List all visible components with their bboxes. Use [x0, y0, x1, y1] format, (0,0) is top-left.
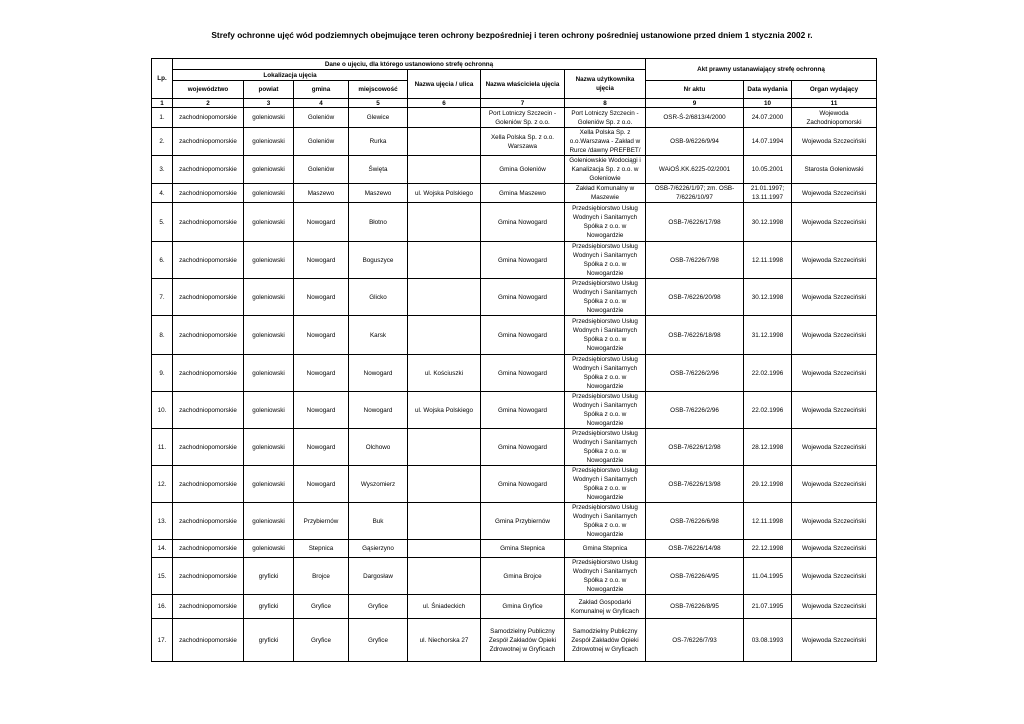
- protection-zones-table: [151, 58, 877, 662]
- cell-uzytkownik: Przedsiębiorstwo Usług Wodnych i Sanitarnych Spółka z o.o. w Nowogardzie: [565, 242, 646, 279]
- table-row: [152, 619, 877, 662]
- cell-organ: Wojewoda Szczeciński: [792, 429, 877, 466]
- cell-wojewodztwo: zachodniopomorskie: [173, 184, 244, 203]
- cell-wojewodztwo: zachodniopomorskie: [173, 392, 244, 429]
- cell-wlasciciel: Gmina Brojce: [481, 558, 565, 595]
- cell-nr-aktu: OSB-7/6226/6/98: [646, 503, 744, 540]
- cell-lp: 1.: [152, 108, 173, 128]
- cell-wojewodztwo: zachodniopomorskie: [173, 108, 244, 128]
- cell-data-wydania: 22.02.1996: [744, 392, 792, 429]
- cell-wojewodztwo: zachodniopomorskie: [173, 466, 244, 503]
- cell-lp: 14.: [152, 540, 173, 558]
- cell-lp: 6.: [152, 242, 173, 279]
- cell-wojewodztwo: zachodniopomorskie: [173, 595, 244, 619]
- cell-miejscowosc: Maszewo: [349, 184, 408, 203]
- cell-data-wydania: 03.08.1993: [744, 619, 792, 662]
- cell-gmina: Maszewo: [294, 184, 349, 203]
- cell-nr-aktu: OSB-7/6226/13/98: [646, 466, 744, 503]
- cell-powiat: goleniowski: [244, 429, 294, 466]
- cell-lp: 8.: [152, 316, 173, 355]
- header-miejscowosc: miejscowość: [349, 81, 408, 99]
- header-powiat: powiat: [244, 81, 294, 99]
- cell-uzytkownik: Xella Polska Sp. z o.o.Warszawa - Zakład w Rurce /dawny PREFBET/: [565, 128, 646, 156]
- cell-nazwa-ujecia: ul. Śniadeckich: [408, 595, 481, 619]
- cell-wlasciciel: Gmina Nowogard: [481, 392, 565, 429]
- cell-nr-aktu: OSB-7/6226/8/95: [646, 595, 744, 619]
- table-row: [152, 128, 877, 156]
- cell-wlasciciel: Gmina Stepnica: [481, 540, 565, 558]
- cell-wlasciciel: Gmina Nowogard: [481, 242, 565, 279]
- cell-data-wydania: 21.01.1997; 13.11.1997: [744, 184, 792, 203]
- cell-nazwa-ujecia: [408, 242, 481, 279]
- cell-organ: Wojewoda Szczeciński: [792, 558, 877, 595]
- cell-wojewodztwo: zachodniopomorskie: [173, 316, 244, 355]
- cell-wlasciciel: Xella Polska Sp. z o.o. Warszawa: [481, 128, 565, 156]
- cell-miejscowosc: Buk: [349, 503, 408, 540]
- header-lokalizacja: Lokalizacja ujęcia: [173, 70, 408, 81]
- cell-uzytkownik: Przedsiębiorstwo Usług Wodnych i Sanitarnych Spółka z o.o. w Nowogardzie: [565, 466, 646, 503]
- cell-wojewodztwo: zachodniopomorskie: [173, 619, 244, 662]
- cell-miejscowosc: Boguszyce: [349, 242, 408, 279]
- header-uzytkownik: Nazwa użytkownika ujęcia: [565, 70, 646, 99]
- cell-wlasciciel: Gmina Goleniów: [481, 156, 565, 184]
- cell-miejscowosc: Rurka: [349, 128, 408, 156]
- cell-nr-aktu: OSB-9/6226/9/94: [646, 128, 744, 156]
- cell-lp: 16.: [152, 595, 173, 619]
- cell-gmina: Nowogard: [294, 429, 349, 466]
- cell-uzytkownik: Przedsiębiorstwo Usług Wodnych i Sanitarnych Spółka z o.o. w Nowogardzie: [565, 355, 646, 392]
- column-number: 11: [792, 99, 877, 108]
- table-row: [152, 503, 877, 540]
- cell-powiat: goleniowski: [244, 316, 294, 355]
- cell-wlasciciel: Gmina Nowogard: [481, 466, 565, 503]
- cell-nazwa-ujecia: [408, 128, 481, 156]
- header-dane: Dane o ujęciu, dla którego ustanowiono strefę ochronną: [173, 59, 646, 70]
- cell-miejscowosc: Gryfice: [349, 619, 408, 662]
- cell-organ: Starosta Goleniowski: [792, 156, 877, 184]
- cell-uzytkownik: Gmina Stepnica: [565, 540, 646, 558]
- header-wojewodztwo: województwo: [173, 81, 244, 99]
- cell-gmina: Brojce: [294, 558, 349, 595]
- cell-nr-aktu: OSB-7/6226/7/98: [646, 242, 744, 279]
- cell-nazwa-ujecia: ul. Niechorska 27: [408, 619, 481, 662]
- cell-nazwa-ujecia: ul. Wojska Polskiego: [408, 392, 481, 429]
- header-gmina: gmina: [294, 81, 349, 99]
- cell-powiat: goleniowski: [244, 128, 294, 156]
- cell-nr-aktu: OSB-7/6226/12/98: [646, 429, 744, 466]
- table-row: [152, 540, 877, 558]
- cell-organ: Wojewoda Szczeciński: [792, 279, 877, 316]
- cell-data-wydania: 31.12.1998: [744, 316, 792, 355]
- cell-nr-aktu: OSR-Ś-2/6813/4/2000: [646, 108, 744, 128]
- header-data-wydania: Data wydania: [744, 81, 792, 99]
- cell-wlasciciel: Gmina Maszewo: [481, 184, 565, 203]
- cell-wojewodztwo: zachodniopomorskie: [173, 128, 244, 156]
- column-number: 1: [152, 99, 173, 108]
- cell-gmina: Stepnica: [294, 540, 349, 558]
- cell-wojewodztwo: zachodniopomorskie: [173, 429, 244, 466]
- cell-gmina: Nowogard: [294, 355, 349, 392]
- cell-uzytkownik: Przedsiębiorstwo Usług Wodnych i Sanitarnych Spółka z o.o. w Nowogardzie: [565, 279, 646, 316]
- cell-miejscowosc: Karsk: [349, 316, 408, 355]
- cell-miejscowosc: Wyszomierz: [349, 466, 408, 503]
- cell-uzytkownik: Przedsiębiorstwo Usług Wodnych i Sanitarnych Spółka z o.o. w Nowogardzie: [565, 503, 646, 540]
- cell-wojewodztwo: zachodniopomorskie: [173, 242, 244, 279]
- table-row: [152, 279, 877, 316]
- cell-miejscowosc: Błotno: [349, 203, 408, 242]
- cell-nazwa-ujecia: [408, 279, 481, 316]
- cell-wlasciciel: Gmina Nowogard: [481, 429, 565, 466]
- cell-gmina: Goleniów: [294, 108, 349, 128]
- cell-nazwa-ujecia: ul. Wojska Polskiego: [408, 184, 481, 203]
- cell-uzytkownik: Przedsiębiorstwo Usług Wodnych i Sanitarnych Spółka z o.o. w Nowogardzie: [565, 558, 646, 595]
- cell-wlasciciel: Port Lotniczy Szczecin - Goleniów Sp. z o.o.: [481, 108, 565, 128]
- cell-lp: 15.: [152, 558, 173, 595]
- cell-gmina: Nowogard: [294, 466, 349, 503]
- cell-gmina: Nowogard: [294, 242, 349, 279]
- cell-lp: 13.: [152, 503, 173, 540]
- cell-data-wydania: 29.12.1998: [744, 466, 792, 503]
- cell-nazwa-ujecia: [408, 466, 481, 503]
- cell-organ: Wojewoda Szczeciński: [792, 203, 877, 242]
- cell-wlasciciel: Gmina Nowogard: [481, 203, 565, 242]
- column-number: 2: [173, 99, 244, 108]
- cell-nazwa-ujecia: [408, 429, 481, 466]
- cell-data-wydania: 22.12.1998: [744, 540, 792, 558]
- column-number-row: [152, 99, 877, 108]
- table-row: [152, 242, 877, 279]
- column-number: 7: [481, 99, 565, 108]
- cell-uzytkownik: Przedsiębiorstwo Usług Wodnych i Sanitarnych Spółka z o.o. w Nowogardzie: [565, 429, 646, 466]
- cell-wlasciciel: Gmina Nowogard: [481, 355, 565, 392]
- header-nr-aktu: Nr aktu: [646, 81, 744, 99]
- cell-organ: Wojewoda Szczeciński: [792, 316, 877, 355]
- table-row: [152, 558, 877, 595]
- cell-wojewodztwo: zachodniopomorskie: [173, 156, 244, 184]
- table-row: [152, 203, 877, 242]
- cell-organ: Wojewoda Szczeciński: [792, 128, 877, 156]
- cell-miejscowosc: Święta: [349, 156, 408, 184]
- cell-organ: Wojewoda Szczeciński: [792, 466, 877, 503]
- cell-nr-aktu: OSB-7/6226/14/98: [646, 540, 744, 558]
- cell-lp: 3.: [152, 156, 173, 184]
- cell-wojewodztwo: zachodniopomorskie: [173, 355, 244, 392]
- cell-data-wydania: 12.11.1998: [744, 503, 792, 540]
- column-number: 6: [408, 99, 481, 108]
- cell-miejscowosc: Glewice: [349, 108, 408, 128]
- cell-miejscowosc: Olchowo: [349, 429, 408, 466]
- cell-organ: Wojewoda Szczeciński: [792, 503, 877, 540]
- cell-organ: Wojewoda Szczeciński: [792, 540, 877, 558]
- cell-powiat: goleniowski: [244, 184, 294, 203]
- table-row: [152, 355, 877, 392]
- cell-uzytkownik: Port Lotniczy Szczecin - Goleniów Sp. z o.o.: [565, 108, 646, 128]
- cell-lp: 12.: [152, 466, 173, 503]
- cell-miejscowosc: Nowogard: [349, 392, 408, 429]
- cell-lp: 11.: [152, 429, 173, 466]
- cell-nr-aktu: OSB-7/6226/4/95: [646, 558, 744, 595]
- header-organ: Organ wydający: [792, 81, 877, 99]
- cell-data-wydania: 11.04.1995: [744, 558, 792, 595]
- cell-wlasciciel: Gmina Nowogard: [481, 279, 565, 316]
- table-row: [152, 184, 877, 203]
- cell-lp: 7.: [152, 279, 173, 316]
- cell-powiat: goleniowski: [244, 503, 294, 540]
- cell-lp: 2.: [152, 128, 173, 156]
- cell-uzytkownik: Przedsiębiorstwo Usług Wodnych i Sanitarnych Spółka z o.o. w Nowogardzie: [565, 392, 646, 429]
- column-number: 4: [294, 99, 349, 108]
- table-row: [152, 429, 877, 466]
- cell-nazwa-ujecia: [408, 156, 481, 184]
- cell-powiat: goleniowski: [244, 203, 294, 242]
- cell-powiat: goleniowski: [244, 392, 294, 429]
- cell-nazwa-ujecia: [408, 203, 481, 242]
- cell-wojewodztwo: zachodniopomorskie: [173, 203, 244, 242]
- header-lp: Lp.: [152, 59, 173, 99]
- cell-data-wydania: 21.07.1995: [744, 595, 792, 619]
- cell-organ: Wojewoda Szczeciński: [792, 595, 877, 619]
- cell-gmina: Przybiernów: [294, 503, 349, 540]
- cell-powiat: goleniowski: [244, 540, 294, 558]
- cell-uzytkownik: Samodzielny Publiczny Zespół Zakładów Opieki Zdrowotnej w Gryficach: [565, 619, 646, 662]
- cell-gmina: Nowogard: [294, 279, 349, 316]
- table-row: [152, 108, 877, 128]
- cell-data-wydania: 28.12.1998: [744, 429, 792, 466]
- cell-powiat: goleniowski: [244, 279, 294, 316]
- column-number: 8: [565, 99, 646, 108]
- cell-nazwa-ujecia: [408, 108, 481, 128]
- cell-nr-aktu: OSB-7/6226/2/96: [646, 355, 744, 392]
- cell-uzytkownik: Przedsiębiorstwo Usług Wodnych i Sanitarnych Spółka z o.o. w Nowogardzie: [565, 316, 646, 355]
- header-wlasciciel: Nazwa właściciela ujęcia: [481, 70, 565, 99]
- cell-lp: 9.: [152, 355, 173, 392]
- cell-gmina: Nowogard: [294, 203, 349, 242]
- cell-organ: Wojewoda Szczeciński: [792, 392, 877, 429]
- cell-powiat: gryficki: [244, 558, 294, 595]
- cell-lp: 5.: [152, 203, 173, 242]
- cell-data-wydania: 24.07.2000: [744, 108, 792, 128]
- cell-powiat: goleniowski: [244, 108, 294, 128]
- cell-powiat: goleniowski: [244, 466, 294, 503]
- cell-wojewodztwo: zachodniopomorskie: [173, 279, 244, 316]
- cell-wlasciciel: Gmina Gryfice: [481, 595, 565, 619]
- cell-miejscowosc: Glicko: [349, 279, 408, 316]
- cell-wojewodztwo: zachodniopomorskie: [173, 540, 244, 558]
- cell-gmina: Gryfice: [294, 595, 349, 619]
- cell-wlasciciel: Gmina Nowogard: [481, 316, 565, 355]
- cell-organ: Wojewoda Szczeciński: [792, 619, 877, 662]
- cell-data-wydania: 14.07.1994: [744, 128, 792, 156]
- cell-data-wydania: 30.12.1998: [744, 203, 792, 242]
- cell-nazwa-ujecia: [408, 540, 481, 558]
- cell-wojewodztwo: zachodniopomorskie: [173, 558, 244, 595]
- cell-gmina: Goleniów: [294, 156, 349, 184]
- cell-miejscowosc: Nowogard: [349, 355, 408, 392]
- table-row: [152, 392, 877, 429]
- column-number: 3: [244, 99, 294, 108]
- cell-gmina: Nowogard: [294, 316, 349, 355]
- header-akt: Akt prawny ustanawiający strefę ochronną: [646, 59, 877, 81]
- cell-data-wydania: 10.05.2001: [744, 156, 792, 184]
- cell-powiat: gryficki: [244, 619, 294, 662]
- cell-gmina: Gryfice: [294, 619, 349, 662]
- table-row: [152, 466, 877, 503]
- column-number: 10: [744, 99, 792, 108]
- cell-nazwa-ujecia: ul. Kościuszki: [408, 355, 481, 392]
- table-row: [152, 316, 877, 355]
- cell-gmina: Nowogard: [294, 392, 349, 429]
- cell-uzytkownik: Przedsiębiorstwo Usług Wodnych i Sanitarnych Spółka z o.o. w Nowogardzie: [565, 203, 646, 242]
- cell-nr-aktu: OSB-7/6226/1/97; zm. OSB-7/6226/10/97: [646, 184, 744, 203]
- cell-organ: Wojewoda Szczeciński: [792, 184, 877, 203]
- cell-nr-aktu: OSB-7/6226/20/98: [646, 279, 744, 316]
- column-number: 9: [646, 99, 744, 108]
- cell-uzytkownik: Zakład Komunalny w Maszewie: [565, 184, 646, 203]
- cell-miejscowosc: Gryfice: [349, 595, 408, 619]
- cell-nazwa-ujecia: [408, 503, 481, 540]
- cell-uzytkownik: Zakład Gospodarki Komunalnej w Gryficach: [565, 595, 646, 619]
- cell-lp: 17.: [152, 619, 173, 662]
- cell-nr-aktu: OSB-7/6226/2/96: [646, 392, 744, 429]
- cell-nr-aktu: OSB-7/6226/18/98: [646, 316, 744, 355]
- cell-miejscowosc: Dargosław: [349, 558, 408, 595]
- cell-powiat: goleniowski: [244, 156, 294, 184]
- cell-data-wydania: 12.11.1998: [744, 242, 792, 279]
- cell-nr-aktu: OS-7/6226/7/93: [646, 619, 744, 662]
- cell-wojewodztwo: zachodniopomorskie: [173, 503, 244, 540]
- cell-powiat: goleniowski: [244, 242, 294, 279]
- cell-nr-aktu: WAiOŚ.KK.6225-02/2001: [646, 156, 744, 184]
- cell-data-wydania: 30.12.1998: [744, 279, 792, 316]
- cell-powiat: gryficki: [244, 595, 294, 619]
- table-row: [152, 156, 877, 184]
- cell-data-wydania: 22.02.1996: [744, 355, 792, 392]
- page-title: Strefy ochronne ujęć wód podziemnych obejmujące teren ochrony bezpośredniej i teren ochrony pośredniej ustanowione przed dniem 1 stycznia 2002 r.: [211, 30, 813, 40]
- cell-miejscowosc: Gąsierzyno: [349, 540, 408, 558]
- cell-uzytkownik: Goleniowskie Wodociągi i Kanalizacja Sp. z o.o. w Goleniowie: [565, 156, 646, 184]
- cell-powiat: goleniowski: [244, 355, 294, 392]
- cell-organ: Wojewoda Zachodniopomorski: [792, 108, 877, 128]
- header-nazwa-ujecia: Nazwa ujęcia / ulica: [408, 70, 481, 99]
- cell-nr-aktu: OSB-7/6226/17/98: [646, 203, 744, 242]
- column-number: 5: [349, 99, 408, 108]
- cell-organ: Wojewoda Szczeciński: [792, 355, 877, 392]
- cell-gmina: Goleniów: [294, 128, 349, 156]
- cell-nazwa-ujecia: [408, 558, 481, 595]
- cell-wlasciciel: Gmina Przybiernów: [481, 503, 565, 540]
- cell-nazwa-ujecia: [408, 316, 481, 355]
- cell-lp: 4.: [152, 184, 173, 203]
- cell-wlasciciel: Samodzielny Publiczny Zespół Zakładów Opieki Zdrowotnej w Gryficach: [481, 619, 565, 662]
- table-row: [152, 595, 877, 619]
- table-body: [152, 108, 877, 662]
- cell-organ: Wojewoda Szczeciński: [792, 242, 877, 279]
- cell-lp: 10.: [152, 392, 173, 429]
